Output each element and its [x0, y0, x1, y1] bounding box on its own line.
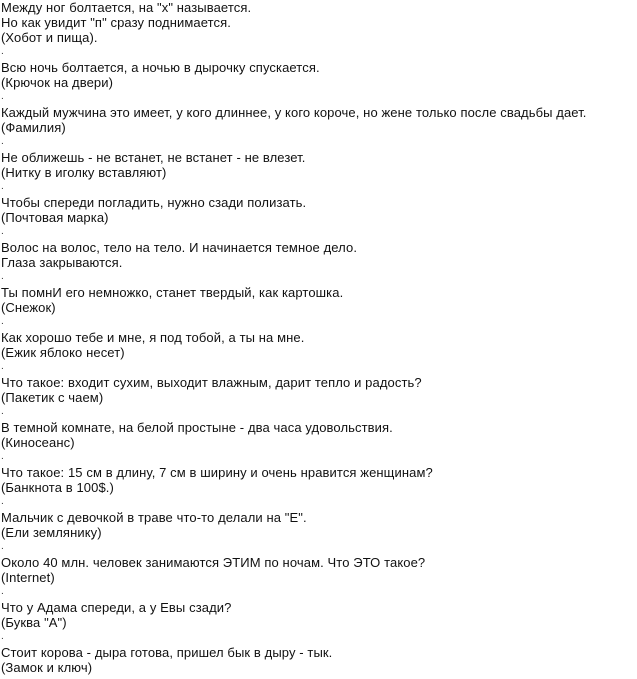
separator-dot: .	[1, 91, 4, 102]
riddle-line: Но как увидит "п" сразу поднимается.	[1, 15, 231, 30]
riddle-line: Стоит корова - дыра готова, пришел бык в дыру - тык.	[1, 645, 333, 660]
answer-line: (Почтовая марка)	[1, 210, 109, 225]
answer-line: (Буква "А")	[1, 615, 67, 630]
riddle-line: Как хорошо тебе и мне, я под тобой, а ты на мне.	[1, 330, 305, 345]
riddle-line: Ты помнИ его немножко, станет твердый, как картошка.	[1, 285, 344, 300]
answer-line: (Ели землянику)	[1, 525, 102, 540]
riddle-line: Всю ночь болтается, а ночью в дырочку спускается.	[1, 60, 320, 75]
separator-dot: .	[1, 586, 4, 597]
riddle-line: Между ног болтается, на "х" называется.	[1, 0, 252, 15]
riddle-line: Мальчик с девочкой в траве что-то делали на "Е".	[1, 510, 307, 525]
separator-dot: .	[1, 181, 4, 192]
separator-dot: .	[1, 406, 4, 417]
answer-line: (Нитку в иголку вставляют)	[1, 165, 167, 180]
answer-line: (Internet)	[1, 570, 55, 585]
answer-line: (Ежик яблоко несет)	[1, 345, 125, 360]
riddle-line: Каждый мужчина это имеет, у кого длиннее, у кого короче, но жене только после свадьбы дает.	[1, 105, 587, 120]
answer-line: (Снежок)	[1, 300, 56, 315]
riddle-line: Что такое: входит сухим, выходит влажным, дарит тепло и радость?	[1, 375, 422, 390]
answer-line: (Пакетик с чаем)	[1, 390, 104, 405]
separator-dot: .	[1, 541, 4, 552]
answer-line: Глаза закрываются.	[1, 255, 123, 270]
riddle-line: Что у Адама спереди, а у Евы сзади?	[1, 600, 232, 615]
answer-line: (Замок и ключ)	[1, 660, 93, 675]
riddle-line: Чтобы спереди погладить, нужно сзади полизать.	[1, 195, 307, 210]
riddle-document	[1, 0, 635, 675]
separator-dot: .	[1, 136, 4, 147]
separator-dot: .	[1, 496, 4, 507]
separator-dot: .	[1, 271, 4, 282]
separator-dot: .	[1, 631, 4, 642]
answer-line: (Крючок на двери)	[1, 75, 114, 90]
answer-line: (Банкнота в 100$.)	[1, 480, 114, 495]
separator-dot: .	[1, 361, 4, 372]
answer-line: (Фамилия)	[1, 120, 66, 135]
riddle-line: Что такое: 15 см в длину, 7 см в ширину и очень нравится женщинам?	[1, 465, 433, 480]
riddle-line: Волос на волос, тело на тело. И начинается темное дело.	[1, 240, 358, 255]
separator-dot: .	[1, 226, 4, 237]
answer-line: (Хобот и пища).	[1, 30, 98, 45]
riddle-line: Не оближешь - не встанет, не встанет - не влезет.	[1, 150, 306, 165]
answer-line: (Киносеанс)	[1, 435, 75, 450]
separator-dot: .	[1, 316, 4, 327]
riddle-line: Около 40 млн. человек занимаются ЭТИМ по ночам. Что ЭТО такое?	[1, 555, 426, 570]
separator-dot: .	[1, 451, 4, 462]
riddle-line: В темной комнате, на белой простыне - два часа удовольствия.	[1, 420, 393, 435]
separator-dot: .	[1, 46, 4, 57]
